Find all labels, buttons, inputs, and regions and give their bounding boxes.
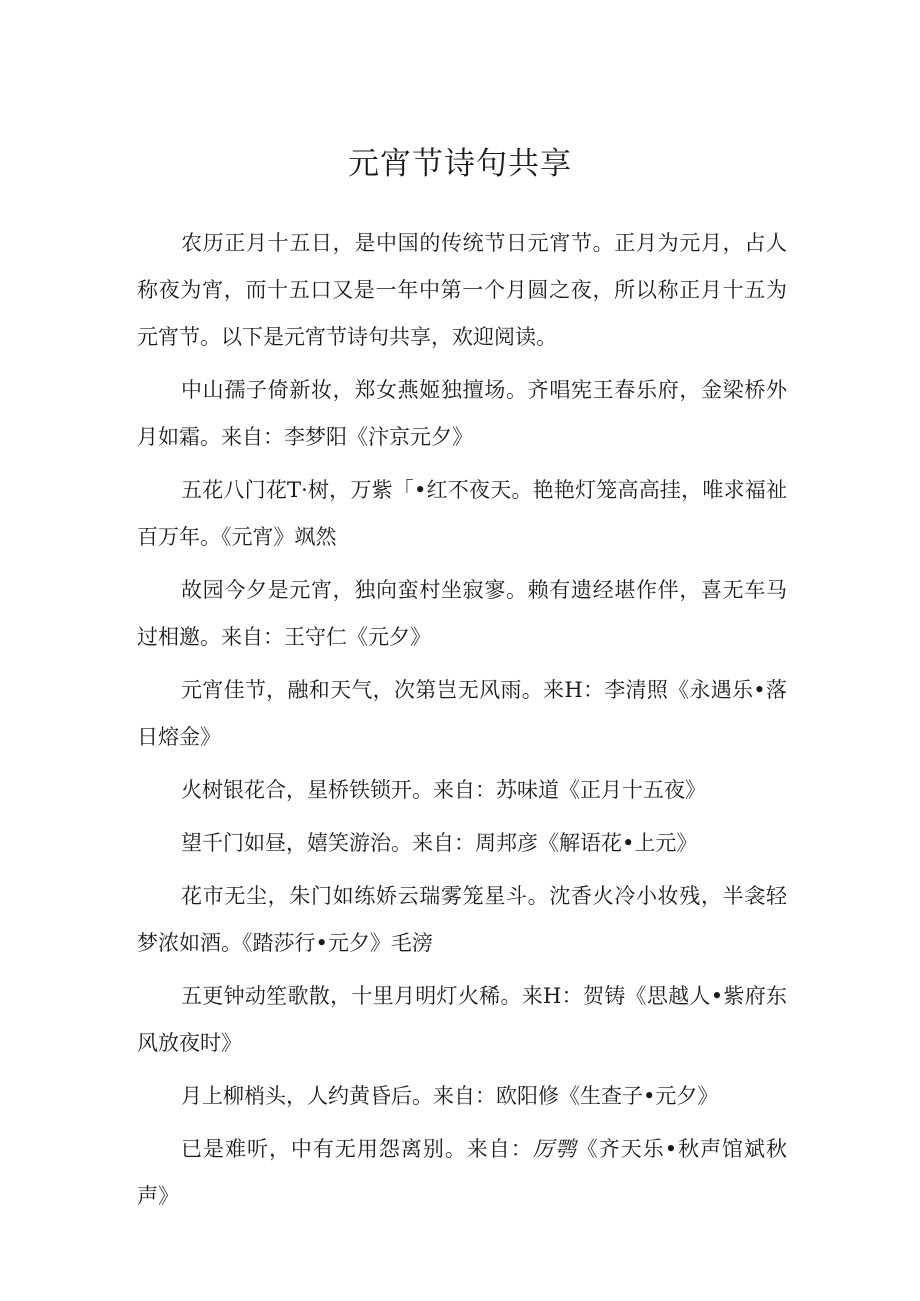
poem-paragraph: 月上柳梢头，人约黄昏后。来自：欧阳修《生查子•元夕》 bbox=[181, 1084, 719, 1108]
poem-paragraph: 元宵佳节，融和天气，次第岂无风雨。来H：李清照《永遇乐•落日熔金》 bbox=[137, 678, 787, 749]
poem-paragraph: 五更钟动笙歌散，十里月明灯火稀。来H：贺铸《思越人•紫府东风放夜时》 bbox=[137, 984, 787, 1055]
poem-paragraph: 五花八门花T·树，万紫「•红不夜天。艳艳灯笼高高挂，唯求福祉百万年。《元宵》飒然 bbox=[137, 478, 787, 549]
intro-paragraph: 农历正月十五日，是中国的传统节日元宵节。正月为元月，占人称夜为宵，而十五口又是一年中第一个月圆之夜，所以称正月十五为元宵节。以下是元宵节诗句共享，欢迎阅读。 bbox=[137, 231, 787, 349]
poem-paragraph-last bbox=[137, 1126, 787, 1220]
poem-line-prefix: 已是难听，中有无用怨离别。来自： bbox=[181, 1137, 533, 1161]
poem-source: 《齐天乐•秋声馆斌秋声》 bbox=[137, 1137, 788, 1208]
page-title: 元宵节诗句共享 bbox=[348, 146, 572, 182]
poem-paragraph: 花市无尘，朱门如练娇云瑞雾笼星斗。沈香火冷小妆残，半衾轻梦浓如酒。《踏莎行•元夕》毛滂 bbox=[137, 884, 787, 955]
poem-paragraph: 故园今夕是元宵，独向蛮村坐寂寥。赖有遗经堪作伴，喜无车马过相邀。来自：王守仁《元夕》 bbox=[137, 578, 787, 649]
poem-author: 厉鹗 bbox=[532, 1137, 577, 1161]
document-body bbox=[137, 220, 787, 1226]
poem-paragraph: 中山孺子倚新妆，郑女燕姬独擅场。齐唱宪王春乐府，金梁桥外月如霜。来自：李梦阳《汴京元夕》 bbox=[137, 378, 787, 449]
poem-paragraph: 火树银花合，星桥铁锁开。来自：苏味道《正月十五夜》 bbox=[181, 778, 706, 802]
poem-paragraph: 望千门如昼，嬉笑游治。来自：周邦彦《解语花•上元》 bbox=[181, 831, 698, 855]
